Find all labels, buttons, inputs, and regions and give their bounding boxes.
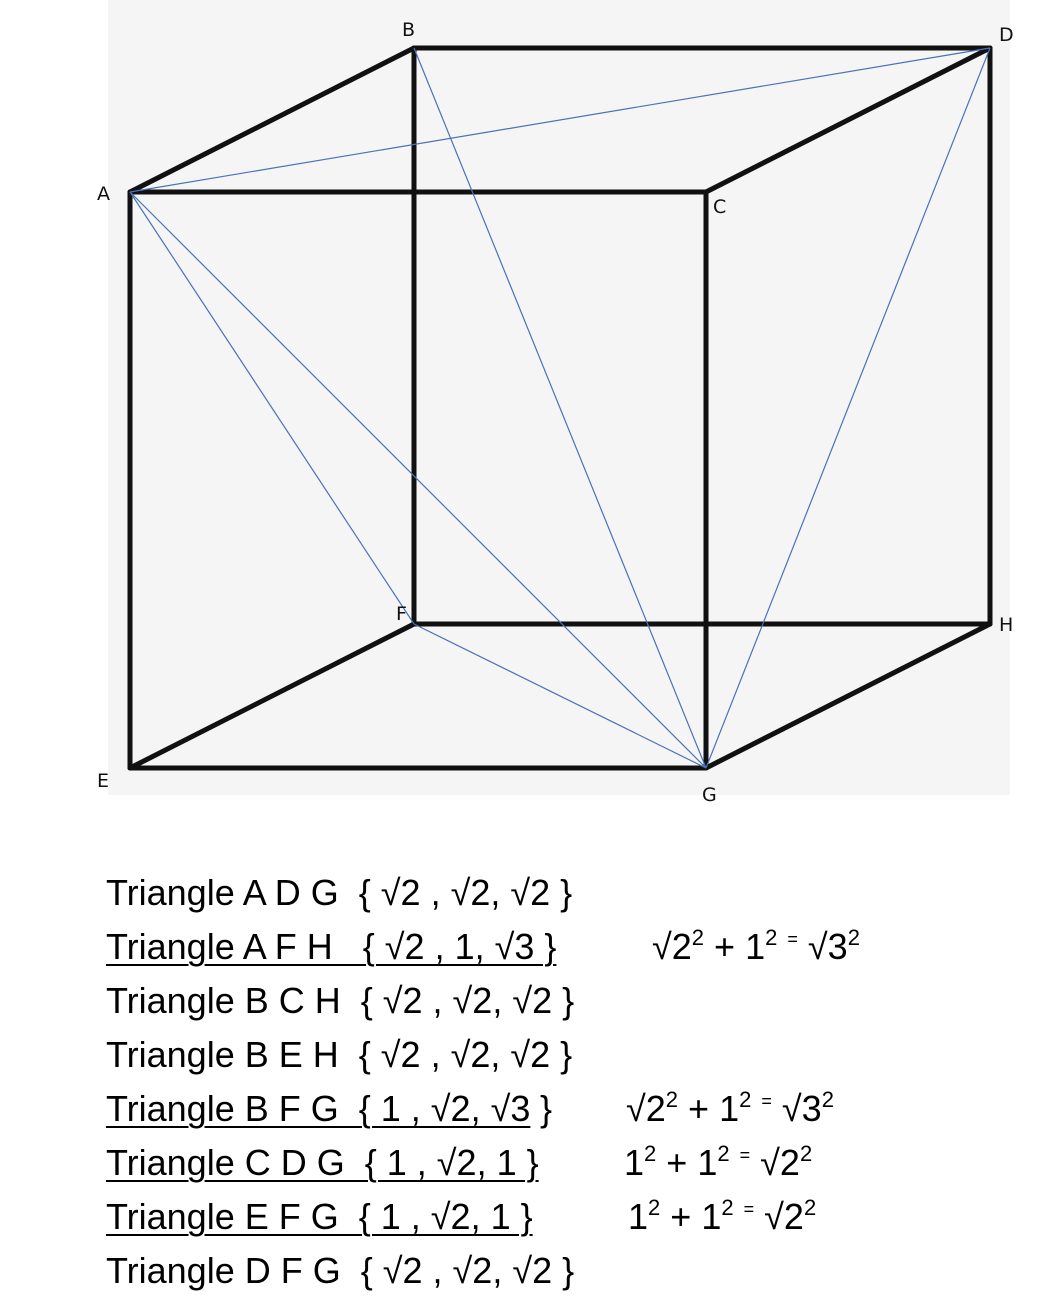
pythagorean-formula — [626, 1088, 834, 1130]
vertex-label-E: E — [97, 770, 110, 792]
exponent: 2 — [803, 1195, 817, 1220]
plus-sign: + — [670, 1196, 692, 1237]
formula-term-c: √3 — [781, 1088, 822, 1129]
formula-term-a: √2 — [652, 926, 692, 967]
vertex-label-B: B — [402, 19, 416, 41]
formula-term-a: √2 — [626, 1088, 666, 1129]
pythagorean-formula — [652, 926, 860, 968]
triangle-text: Triangle E F G { 1 , √2, 1 } — [106, 1196, 533, 1237]
formula-term-b: 1 — [697, 1142, 718, 1183]
pythagorean-formula — [628, 1196, 816, 1238]
diagram-background — [108, 0, 1010, 795]
formula-term-b: 1 — [701, 1196, 722, 1237]
exponent: 2 — [739, 1087, 752, 1112]
vertex-label-H: H — [999, 614, 1014, 636]
triangle-text: Triangle B E H { √2 , √2, √2 } — [106, 1034, 573, 1075]
vertex-label-F: F — [396, 603, 407, 625]
exponent: 2 — [721, 1195, 734, 1220]
vertex-label-G: G — [702, 784, 717, 806]
formula-term-a: 1 — [628, 1196, 649, 1237]
triangle-text: Triangle A F H { √2 , 1, √3 } — [106, 926, 557, 967]
triangle-text: Triangle B C H { √2 , √2, √2 } — [106, 980, 575, 1021]
exponent: 2 — [665, 1087, 679, 1112]
exponent: 2 — [644, 1141, 657, 1166]
plus-sign: + — [688, 1088, 710, 1129]
equals-sign: = — [787, 929, 798, 949]
exponent: 2 — [799, 1141, 813, 1166]
exponent: 2 — [648, 1195, 661, 1220]
formula-term-a: 1 — [624, 1142, 645, 1183]
equals-sign: = — [743, 1199, 755, 1219]
triangle-text: Triangle C D G { 1 , √2, 1 } — [106, 1142, 539, 1183]
exponent: 2 — [717, 1141, 730, 1166]
plus-sign: + — [666, 1142, 688, 1183]
vertex-label-A: A — [97, 183, 110, 205]
exponent: 2 — [847, 925, 860, 950]
triangle-text: Triangle D F G { √2 , √2, √2 } — [106, 1250, 575, 1291]
formula-term-c: √3 — [807, 926, 848, 967]
pythagorean-formula — [624, 1142, 812, 1184]
equals-sign: = — [761, 1091, 772, 1111]
triangle-closing-brace: } — [530, 1088, 553, 1129]
plus-sign: + — [714, 926, 736, 967]
vertex-label-D: D — [999, 24, 1014, 46]
formula-term-b: 1 — [745, 926, 766, 967]
exponent: 2 — [821, 1087, 834, 1112]
exponent: 2 — [765, 925, 778, 950]
exponent: 2 — [691, 925, 705, 950]
equals-sign: = — [739, 1145, 751, 1165]
formula-term-c: √2 — [760, 1142, 800, 1183]
vertex-label-C: C — [713, 196, 727, 218]
triangle-text: Triangle B F G { 1 , √2, √3 — [106, 1088, 531, 1129]
formula-term-b: 1 — [719, 1088, 740, 1129]
triangle-text: Triangle A D G { √2 , √2, √2 } — [106, 872, 573, 913]
formula-term-c: √2 — [764, 1196, 804, 1237]
